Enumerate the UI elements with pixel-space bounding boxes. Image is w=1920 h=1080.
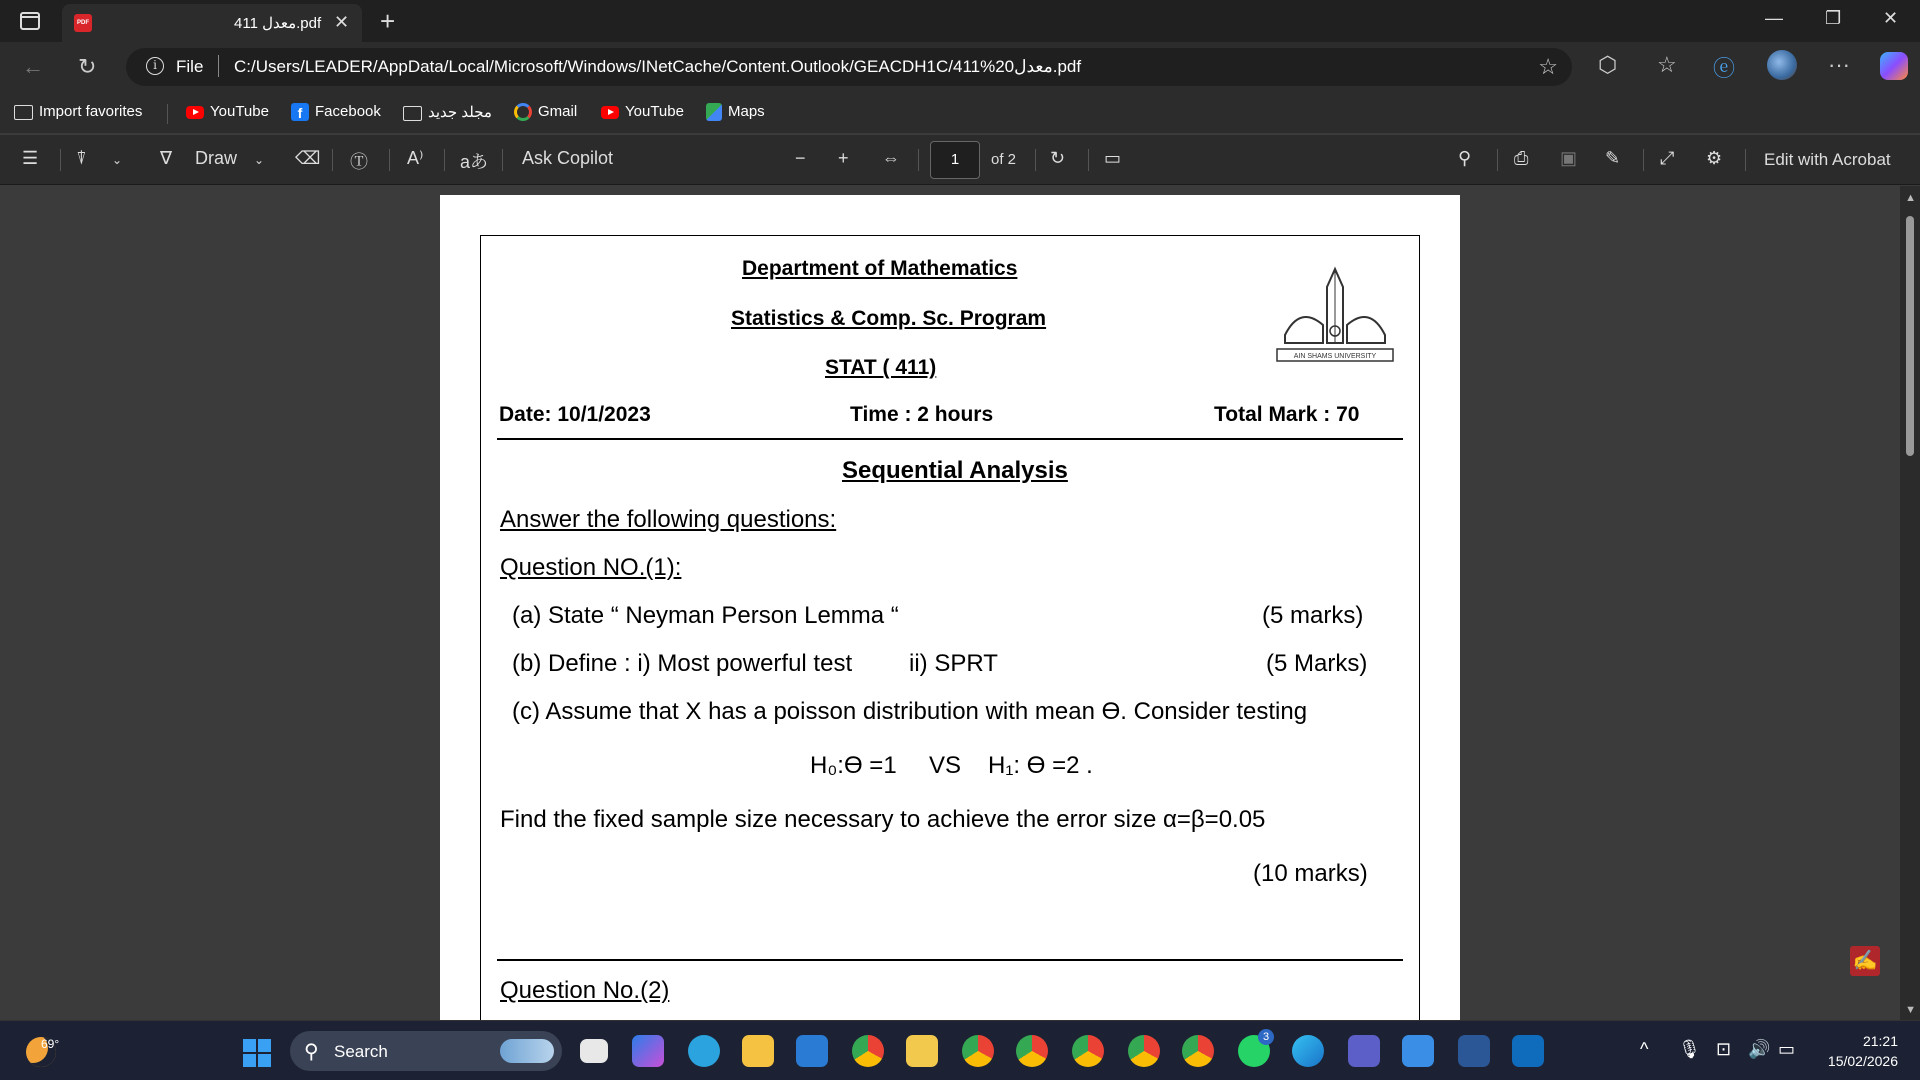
address-bar[interactable] [126,48,1572,86]
exam-date: Date: 10/1/2023 [499,403,651,426]
extensions-icon[interactable]: ⬡ [1598,52,1618,77]
fav-label: Gmail [538,103,578,120]
fav-maps[interactable] [706,103,765,121]
instructions: Answer the following questions: [500,506,837,533]
zoom-out-icon[interactable]: − [795,148,806,168]
more-icon[interactable]: ··· [1828,52,1850,77]
address-url[interactable]: C:/Users/LEADER/AppData/Local/Microsoft/Windows/INetCache/Content.Outlook/GEACDH1C/411%20معدل.pdf [234,57,1082,76]
zoom-in-icon[interactable]: + [838,148,849,168]
fav-label: YouTube [625,103,684,120]
eraser-icon[interactable]: ⌫ [295,148,321,168]
chrome-profile-icon[interactable] [1072,1035,1104,1067]
folder-icon [403,106,422,121]
chart-app-icon[interactable] [906,1035,938,1067]
whatsapp-badge: 3 [1258,1029,1274,1045]
course-heading: STAT ( 411) [825,356,937,379]
question-1c-marks: (10 marks) [1253,860,1368,887]
exam-time: Time : 2 hours [850,403,994,426]
save-icon[interactable]: ▣ [1560,148,1578,168]
toolbar-divider [1643,149,1644,171]
scroll-down-arrow-icon[interactable]: ▼ [1905,1004,1916,1016]
fullscreen-icon[interactable]: ⤢ [1660,148,1675,168]
task-view-icon[interactable] [580,1039,608,1063]
chrome-profile-icon[interactable] [1016,1035,1048,1067]
fav-gmail[interactable] [514,103,577,121]
text-box-icon[interactable]: Ⓣ [350,152,368,172]
question-1-heading: Question NO.(1): [500,554,682,581]
header-divider [497,438,1403,440]
info-icon[interactable]: i [146,57,164,75]
search-highlight-image [500,1039,554,1063]
youtube-icon [186,106,204,119]
file-explorer-icon[interactable] [742,1035,774,1067]
scroll-up-arrow-icon[interactable]: ▲ [1905,192,1916,204]
clock-date: 15/02/2026 [1827,1053,1898,1069]
start-button[interactable] [243,1039,271,1067]
toolbar-divider [444,149,445,171]
battery-icon[interactable]: ▭ [1778,1039,1796,1059]
facebook-icon: f [291,103,309,121]
question-1b-ii: ii) SPRT [909,650,998,677]
word-icon[interactable] [1458,1035,1490,1067]
photos-icon[interactable] [1402,1035,1434,1067]
close-window-icon[interactable]: ✕ [1883,8,1899,28]
chrome-profile-icon[interactable] [1128,1035,1160,1067]
hypothesis-h1: H₁: ϴ =2 . [988,752,1093,779]
edge-icon[interactable] [1292,1035,1324,1067]
question-1c: (c) Assume that X has a poisson distribution with mean ϴ. Consider testing [512,698,1308,725]
fav-label: مجلد جديد [428,104,492,121]
copilot-app-icon[interactable] [632,1035,664,1067]
taskbar [0,1020,1920,1080]
fav-youtube[interactable] [186,103,269,120]
teams-icon[interactable] [1348,1035,1380,1067]
favorites-icon[interactable]: ☆ [1657,52,1677,77]
question-1a-marks: (5 marks) [1262,602,1364,629]
import-icon [14,105,33,120]
pdf-viewer[interactable] [0,186,1920,1020]
taskbar-search[interactable] [290,1031,562,1071]
hypothesis-h0: H₀:ϴ =1 [810,752,897,779]
sidebar-toggle-icon[interactable] [20,12,40,30]
search-icon[interactable]: ⚲ [1458,148,1472,168]
toolbar-divider [1088,149,1089,171]
fav-label: Facebook [315,103,381,120]
tab-active[interactable] [62,4,362,42]
acrobat-icon[interactable]: ✍ [1850,946,1880,976]
favorite-star-icon[interactable]: ☆ [1538,54,1558,79]
toolbar-divider [1497,149,1498,171]
show-hidden-icons-chevron[interactable]: ^ [1640,1039,1649,1059]
highlight-icon[interactable]: ⍒ [76,148,87,168]
google-icon [514,103,532,121]
fit-page-icon[interactable]: ⇔ [882,148,900,168]
chrome-icon[interactable] [852,1035,884,1067]
address-scheme: File [176,57,204,76]
page-total: of 2 [991,151,1017,168]
whatsapp-icon[interactable] [1238,1031,1270,1067]
volume-icon[interactable]: 🔊 [1748,1039,1771,1059]
network-icon[interactable]: ⊡ [1716,1039,1732,1059]
draw-icon[interactable]: ∇ [160,148,173,168]
system-clock[interactable] [1828,1031,1898,1071]
hypothesis-vs: VS [929,752,962,779]
fav-label: Import favorites [39,103,143,120]
favorites-bar [0,94,1920,134]
new-tab-button[interactable]: + [380,6,396,36]
navigation-bar [0,42,1920,94]
edge-collections-icon[interactable]: ⓔ [1713,56,1736,81]
vscode-icon[interactable] [796,1035,828,1067]
total-mark: Total Mark : 70 [1214,403,1360,426]
contents-list-icon[interactable]: ☰ [22,148,39,168]
department-heading: Department of Mathematics [742,257,1018,280]
chrome-profile-icon[interactable] [1182,1035,1214,1067]
clock-time: 21:21 [1862,1033,1898,1049]
pdf-file-icon: PDF [74,14,92,32]
print-icon[interactable]: ⎙ [1514,148,1529,168]
fav-label: YouTube [210,103,269,120]
question-1b: (b) Define : i) Most powerful test [512,650,853,677]
question-2-heading: Question No.(2) [500,977,670,1004]
question-1c-find: Find the fixed sample size necessary to achieve the error size α=β=0.05 [500,806,1266,833]
profile-avatar[interactable] [1767,50,1797,80]
page-view-icon[interactable]: ▭ [1104,148,1122,168]
logo-text: AIN SHAMS UNIVERSITY [1293,353,1377,360]
search-icon: ⚲ [304,1041,319,1063]
chevron-down-icon[interactable]: ⌄ [112,153,123,167]
exam-title: Sequential Analysis [842,457,1068,484]
fav-youtube-2[interactable] [601,103,684,120]
address-divider [218,55,219,77]
question-1a: (a) State “ Neyman Person Lemma “ [512,602,899,629]
edit-with-acrobat-button[interactable]: Edit with Acrobat [1764,150,1891,169]
favorites-divider [167,104,168,124]
mic-muted-icon[interactable]: 🎙 [1678,1039,1701,1059]
toolbar-divider [332,149,333,171]
minimize-icon[interactable]: — [1765,8,1783,28]
chevron-down-icon[interactable]: ⌄ [254,153,265,167]
pdf-toolbar [0,135,1920,185]
tab-title: 411 معدل.pdf [234,15,322,32]
pdf-page [440,195,1460,1020]
section-divider [497,959,1403,961]
save-as-icon[interactable]: ✎ [1605,148,1621,168]
toolbar-divider [1745,149,1746,171]
scrollbar-thumb[interactable] [1906,216,1914,456]
tab-close-icon[interactable]: ✕ [334,12,350,32]
toolbar-divider [60,149,61,171]
read-aloud-icon[interactable]: A⁾ [407,148,424,168]
toolbar-divider [502,149,503,171]
weather-temp: 69° [41,1037,60,1051]
fav-import-favorites[interactable] [14,103,142,120]
draw-button[interactable]: Draw [195,148,238,168]
title-bar [0,0,1920,42]
telegram-icon[interactable] [688,1035,720,1067]
settings-gear-icon[interactable]: ⚙ [1706,148,1723,168]
page-number-input[interactable]: 1 [930,141,980,179]
toolbar-divider [918,149,919,171]
chrome-profile-icon[interactable] [962,1035,994,1067]
copilot-icon[interactable] [1880,52,1908,80]
fav-facebook[interactable] [291,103,381,121]
question-1b-marks: (5 Marks) [1266,650,1368,677]
search-label: Search [334,1042,388,1061]
toolbar-divider [389,149,390,171]
rotate-icon[interactable]: ↻ [1050,148,1066,168]
fav-label: Maps [728,103,765,120]
fav-new-folder[interactable] [403,103,492,121]
back-arrow-icon[interactable]: ← [22,54,44,79]
translate-icon[interactable]: aあ [460,152,489,172]
toolbar-divider [1035,149,1036,171]
program-heading: Statistics & Comp. Sc. Program [731,307,1047,330]
vertical-scrollbar[interactable] [1900,186,1920,1020]
ask-copilot-button[interactable]: Ask Copilot [522,148,614,168]
university-logo [1275,265,1395,365]
maps-icon [706,103,722,121]
refresh-icon[interactable]: ↻ [78,54,97,79]
restore-icon[interactable]: ❐ [1825,8,1842,28]
youtube-icon [601,106,619,119]
outlook-icon[interactable] [1512,1035,1544,1067]
